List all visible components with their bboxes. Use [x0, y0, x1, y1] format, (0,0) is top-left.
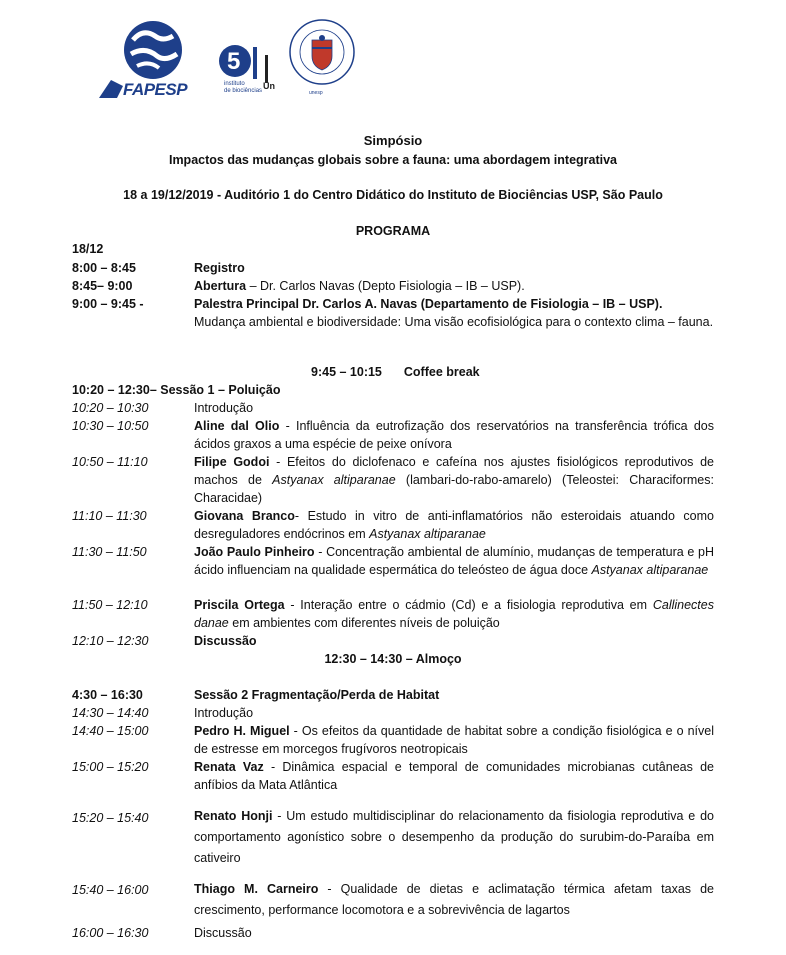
s2-a-time: 14:40 – 15:00: [72, 724, 149, 738]
registro-text: Registro: [194, 261, 245, 275]
s1-disc-text: Discussão: [194, 634, 257, 648]
abertura-time: 8:45– 9:00: [72, 279, 133, 293]
s1-a-name: Aline dal Olio: [194, 419, 280, 433]
s2-b-entry: [194, 758, 714, 794]
session2-heading: Sessão 2 Fragmentação/Perda de Habitat: [194, 688, 440, 702]
s1-e-entry: [194, 596, 714, 632]
s1-a-entry: [194, 417, 714, 453]
s1-d-species: Astyanax altiparanae: [591, 563, 709, 577]
session1-heading: 10:20 – 12:30– Sessão 1 – Poluição: [72, 383, 281, 397]
s1-a-text: - Influência da eutrofização dos reservatórios na transferência trófica dos ácidos graxos a uma espécie de peixe onívora: [194, 419, 714, 451]
ib-text-line1: instituto: [224, 81, 245, 87]
logo-area: [97, 18, 367, 103]
s2-intro-time: 14:30 – 14:40: [72, 706, 149, 720]
abertura-title: Abertura: [194, 279, 247, 293]
s2-a-text: - Os efeitos da quantidade de habitat sobre a condição fisiológica e o nível de estresse em morcegos frugívoros neotropicais: [194, 724, 715, 756]
s1-c-entry: [194, 507, 714, 543]
palestra-title: Palestra Principal Dr. Carlos A. Navas (Departamento de Fisiologia – IB – USP).: [194, 297, 663, 311]
s2-a-entry: [194, 722, 714, 758]
s2-b-time: 15:00 – 15:20: [72, 760, 149, 774]
fapesp-text: FAPESP: [123, 80, 188, 99]
s2-d-entry: [194, 879, 714, 921]
s1-b-name: Filipe Godoi: [194, 455, 270, 469]
day-label: 18/12: [72, 242, 104, 256]
date-place: 18 a 19/12/2019 - Auditório 1 do Centro Didático do Instituto de Biociências USP, São Paulo: [123, 188, 663, 202]
s2-c-time: 15:20 – 15:40: [72, 811, 149, 825]
s1-b-text2: (lambari-do-rabo-amarelo) (Teleostei: Characiformes: Characidae): [194, 473, 714, 505]
seal-logo: [287, 18, 357, 98]
s2-a-name: Pedro H. Miguel: [194, 724, 290, 738]
coffee-time: 9:45 – 10:15: [311, 365, 382, 379]
s2-c-entry: [194, 806, 714, 869]
seal-unesp-text: unesp: [309, 90, 323, 96]
palestra-entry: [194, 295, 714, 331]
s1-disc-time: 12:10 – 12:30: [72, 634, 149, 648]
palestra-time: 9:00 – 9:45 -: [72, 297, 144, 311]
programa-heading: PROGRAMA: [355, 224, 431, 238]
s1-b-entry: [194, 453, 714, 507]
almoco: 12:30 – 14:30 – Almoço: [324, 652, 462, 666]
s2-c-text: - Um estudo multidisciplinar do relacionamento da fisiologia reprodutiva e do comportamento agonístico sobre o desempenho da produção do surubim-do-Paraíba em cativeiro: [194, 809, 714, 865]
registro-time: 8:00 – 8:45: [72, 261, 136, 275]
s1-b-text1: - Efeitos do diclofenaco e cafeína nos ajustes fisiológicos reprodutivos de machos de: [194, 455, 715, 487]
svg-text:5: 5: [227, 48, 241, 75]
s1-d-text1: - Concentração ambiental de alumínio, mudanças de temperatura e pH ácido influenciam na qualidade espermática do teleósteo de água doce: [194, 545, 714, 577]
palestra-text: Mudança ambiental e biodiversidade: Uma visão ecofisiológica para o contexto clima – fauna.: [194, 315, 714, 329]
s2-disc-text: Discussão: [194, 926, 252, 940]
session2-time: 4:30 – 16:30: [72, 688, 143, 702]
s2-b-name: Renata Vaz: [194, 760, 264, 774]
s2-c-name: Renato Honji: [194, 809, 273, 823]
s1-e-text2: em ambientes com diferentes níveis de poluição: [228, 616, 500, 630]
abertura-entry: [194, 277, 714, 295]
title: Simpósio: [363, 133, 423, 148]
s1-c-text1: - Estudo in vitro de anti-inflamatórios não esteroidais atuando como desreguladores endócrinos em: [194, 509, 714, 541]
s2-d-time: 15:40 – 16:00: [72, 883, 149, 897]
s1-c-name: Giovana Branco: [194, 509, 295, 523]
s1-a-time: 10:30 – 10:50: [72, 419, 149, 433]
s1-b-time: 10:50 – 11:10: [72, 455, 148, 469]
coffee-label: Coffee break: [403, 365, 480, 379]
subtitle: Impactos das mudanças globais sobre a fauna: uma abordagem integrativa: [168, 153, 618, 167]
s1-e-name: Priscila Ortega: [194, 598, 285, 612]
s1-d-time: 11:30 – 11:50: [72, 545, 147, 559]
un-text: Un: [263, 81, 275, 91]
s2-d-text: - Qualidade de dietas e aclimatação térmica afetam taxas de crescimento, performance locomotora e a sobrevivência de lagartos: [194, 882, 714, 917]
s1-e-time: 11:50 – 12:10: [72, 598, 148, 612]
s1-d-name: João Paulo Pinheiro: [194, 545, 315, 559]
s1-intro-text: Introdução: [194, 401, 254, 415]
abertura-text: – Dr. Carlos Navas (Depto Fisiologia – IB – USP).: [246, 279, 525, 293]
s1-e-text1: - Interação entre o cádmio (Cd) e a fisiologia reprodutiva em: [284, 598, 653, 612]
coffee-break: [311, 365, 731, 379]
s1-d-entry: [194, 543, 714, 579]
s1-c-time: 11:10 – 11:30: [72, 509, 147, 523]
ib-text: [224, 81, 262, 95]
s1-intro-time: 10:20 – 10:30: [72, 401, 149, 415]
s1-c-species: Astyanax altiparanae: [369, 527, 486, 541]
s1-e-species: Callinectes danae: [194, 598, 714, 630]
s1-b-species: Astyanax altiparanae: [272, 473, 396, 487]
ib-text-line2: de biociências: [224, 88, 263, 94]
s2-b-text: - Dinâmica espacial e temporal de comunidades microbianas cutâneas de anfíbios da Mata Atlântica: [194, 760, 714, 792]
s2-intro-text: Introdução: [194, 706, 254, 720]
s2-d-name: Thiago M. Carneiro: [194, 882, 319, 896]
s2-disc-time: 16:00 – 16:30: [72, 926, 149, 940]
